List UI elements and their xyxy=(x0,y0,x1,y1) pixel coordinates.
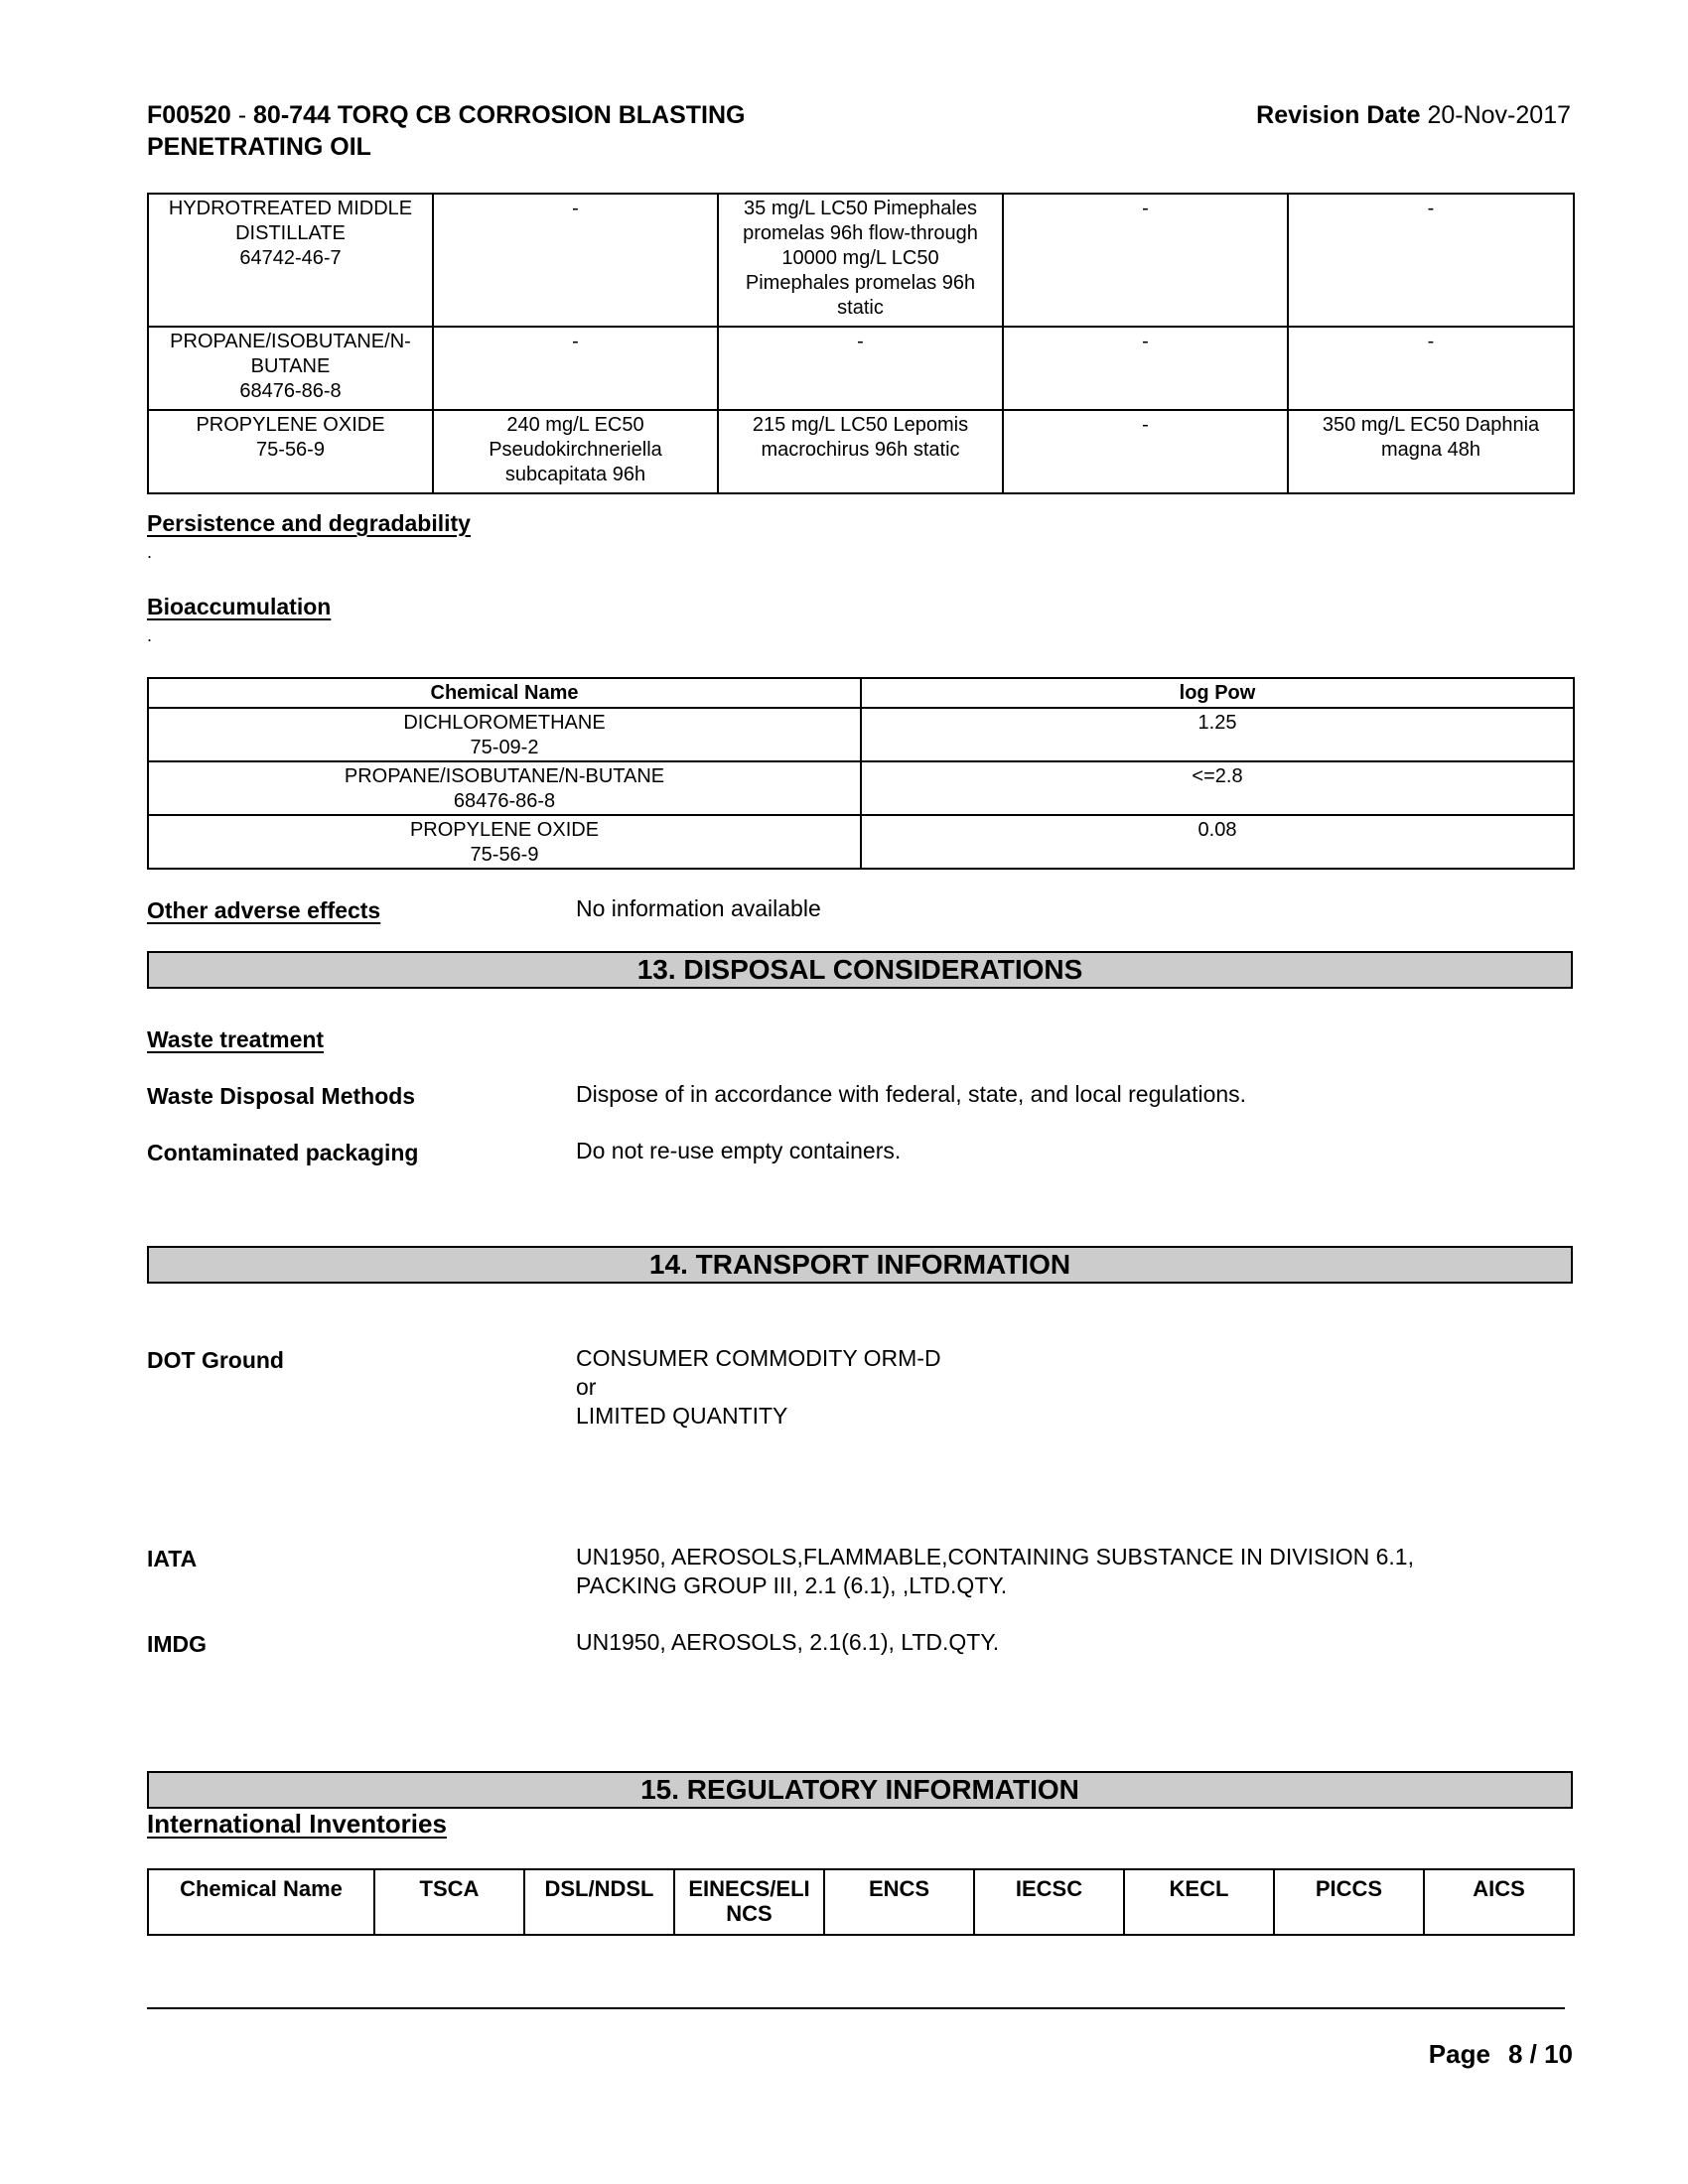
cas-number: 68476-86-8 xyxy=(453,790,556,812)
inventory-header-cell xyxy=(524,1869,674,1935)
inventory-header-line: KECL xyxy=(1169,1876,1229,1901)
cell-line: Pseudokirchneriella xyxy=(489,439,662,461)
ecotox-cell-microorganisms xyxy=(1003,194,1288,327)
ecotox-cell-fish xyxy=(718,194,1003,327)
cell-line: - xyxy=(1427,198,1435,219)
inventories-header-row xyxy=(148,1869,1574,1935)
ecotox-cell-microorganisms xyxy=(1003,410,1288,493)
page-number xyxy=(1429,2039,1573,2070)
section-14-header: 14. TRANSPORT INFORMATION xyxy=(147,1246,1573,1284)
bioaccumulation-value: . xyxy=(147,625,153,645)
ecotox-cell-fish xyxy=(718,410,1003,493)
persistence-heading: Persistence and degradability xyxy=(147,510,471,536)
inventory-header-cell xyxy=(1124,1869,1274,1935)
cell-line: 64742-46-7 xyxy=(239,247,342,269)
page-value: 8 / 10 xyxy=(1507,2039,1573,2069)
imdg-label: IMDG xyxy=(147,1631,208,1657)
waste-treatment-heading: Waste treatment xyxy=(147,1026,325,1052)
cas-number: 75-56-9 xyxy=(470,844,539,866)
revision-date xyxy=(1256,99,1571,131)
cell-line: promelas 96h flow-through xyxy=(743,222,978,244)
contaminated-packaging-label: Contaminated packaging xyxy=(147,1140,419,1165)
header-log-pow: log Pow xyxy=(861,678,1574,708)
cell-line: 240 mg/L EC50 xyxy=(506,414,644,436)
imdg-value: UN1950, AEROSOLS, 2.1(6.1), LTD.QTY. xyxy=(576,1629,1000,1655)
inventory-header-line: EINECS/ELI xyxy=(688,1876,810,1901)
cell-line: 68476-86-8 xyxy=(239,380,342,402)
inventory-header-line: NCS xyxy=(726,1901,773,1926)
log-pow-row xyxy=(148,761,1574,815)
inventory-header-line: TSCA xyxy=(419,1876,480,1901)
ecotox-row xyxy=(148,194,1574,327)
inventories-table xyxy=(147,1868,1575,1936)
ecotox-cell-algae xyxy=(433,194,718,327)
persistence-value: . xyxy=(147,542,153,562)
revision-date-value: 20-Nov-2017 xyxy=(1427,101,1571,129)
ecotox-row xyxy=(148,327,1574,410)
cell-line: HYDROTREATED MIDDLE xyxy=(168,198,413,219)
cell-line: PROPYLENE OXIDE xyxy=(196,414,385,436)
ecotox-row xyxy=(148,410,1574,493)
iata-label: IATA xyxy=(147,1546,198,1571)
ecotox-cell-chemical xyxy=(148,410,433,493)
log-pow-row xyxy=(148,815,1574,869)
log-pow-table-body xyxy=(148,708,1574,869)
ecotox-cell-algae xyxy=(433,327,718,410)
dot-line: CONSUMER COMMODITY ORM-D xyxy=(576,1345,941,1371)
product-name-line2: PENETRATING OIL xyxy=(147,133,371,161)
chemical-name-cell xyxy=(148,815,861,869)
cell-line: - xyxy=(1427,331,1435,352)
ecotox-cell-fish xyxy=(718,327,1003,410)
log-pow-table xyxy=(147,677,1575,870)
dot-line: LIMITED QUANTITY xyxy=(576,1403,788,1429)
iata-line: PACKING GROUP III, 2.1 (6.1), ,LTD.QTY. xyxy=(576,1572,1008,1598)
cell-line: - xyxy=(572,198,579,219)
cell-line: DISTILLATE xyxy=(235,222,346,244)
title-separator: - xyxy=(237,101,247,129)
iata-value xyxy=(576,1543,1414,1600)
contaminated-packaging-value: Do not re-use empty containers. xyxy=(576,1138,902,1163)
waste-disposal-value: Dispose of in accordance with federal, state, and local regulations. xyxy=(576,1081,1247,1107)
bioaccumulation-heading: Bioaccumulation xyxy=(147,594,332,619)
product-code: F00520 xyxy=(147,101,231,129)
inventory-header-cell xyxy=(1274,1869,1424,1935)
cell-line: - xyxy=(1142,414,1149,436)
cell-line: 35 mg/L LC50 Pimephales xyxy=(744,198,977,219)
dot-ground-value xyxy=(576,1344,941,1431)
chemical-name-cell xyxy=(148,761,861,815)
cell-line: - xyxy=(1142,198,1149,219)
inventory-header-line: DSL/NDSL xyxy=(544,1876,654,1901)
cell-line: 10000 mg/L LC50 xyxy=(781,247,939,269)
ecotox-cell-algae xyxy=(433,410,718,493)
international-inventories-heading: International Inventories xyxy=(147,1809,447,1839)
product-name-line1: 80-744 TORQ CB CORROSION BLASTING xyxy=(253,101,746,129)
dot-ground-label: DOT Ground xyxy=(147,1347,284,1373)
cell-line: - xyxy=(572,331,579,352)
log-pow-value: 0.08 xyxy=(861,815,1574,869)
cell-line: macrochirus 96h static xyxy=(761,439,960,461)
inventory-header-cell xyxy=(1424,1869,1574,1935)
ecotox-cell-microorganisms xyxy=(1003,327,1288,410)
iata-line: UN1950, AEROSOLS,FLAMMABLE,CONTAINING SUBSTANCE IN DIVISION 6.1, xyxy=(576,1544,1414,1570)
inventory-header-line: Chemical Name xyxy=(180,1876,343,1901)
cell-line: PROPANE/ISOBUTANE/N- xyxy=(170,331,411,352)
cell-line: - xyxy=(857,331,864,352)
chemical-name: DICHLOROMETHANE xyxy=(403,712,606,734)
ecotoxicity-table-body xyxy=(148,194,1574,493)
inventory-header-cell xyxy=(824,1869,974,1935)
cell-line: BUTANE xyxy=(250,355,331,377)
log-pow-header-row xyxy=(148,678,1574,708)
header-chemical-name: Chemical Name xyxy=(148,678,861,708)
chemical-name-cell xyxy=(148,708,861,761)
inventory-header-cell xyxy=(674,1869,824,1935)
log-pow-value: <=2.8 xyxy=(861,761,1574,815)
cell-line: 215 mg/L LC50 Lepomis xyxy=(752,414,969,436)
log-pow-row xyxy=(148,708,1574,761)
chemical-name: PROPYLENE OXIDE xyxy=(409,819,600,841)
inventory-header-cell xyxy=(148,1869,374,1935)
ecotox-cell-chemical xyxy=(148,327,433,410)
ecotox-cell-crustacea xyxy=(1288,327,1574,410)
inventory-header-cell xyxy=(374,1869,524,1935)
cell-line: Pimephales promelas 96h xyxy=(745,272,976,294)
revision-label: Revision Date xyxy=(1256,101,1421,129)
section-15-header: 15. REGULATORY INFORMATION xyxy=(147,1771,1573,1809)
ecotox-cell-chemical xyxy=(148,194,433,327)
footer-rule xyxy=(147,2007,1565,2009)
cell-line: magna 48h xyxy=(1380,439,1481,461)
other-adverse-label: Other adverse effects xyxy=(147,897,381,923)
cell-line: 75-56-9 xyxy=(256,439,325,461)
page-label: Page xyxy=(1428,2039,1490,2069)
inventory-header-cell xyxy=(974,1869,1124,1935)
ecotox-cell-crustacea xyxy=(1288,194,1574,327)
ecotox-cell-crustacea xyxy=(1288,410,1574,493)
cell-line: 350 mg/L EC50 Daphnia xyxy=(1322,414,1540,436)
cell-line: subcapitata 96h xyxy=(504,464,646,485)
cell-line: static xyxy=(837,297,884,319)
log-pow-value: 1.25 xyxy=(861,708,1574,761)
inventory-header-line: ENCS xyxy=(868,1876,930,1901)
other-adverse-value: No information available xyxy=(576,895,821,921)
waste-disposal-label: Waste Disposal Methods xyxy=(147,1083,416,1109)
cas-number: 75-09-2 xyxy=(470,737,539,758)
section-13-header: 13. DISPOSAL CONSIDERATIONS xyxy=(147,951,1573,989)
inventory-header-line: AICS xyxy=(1473,1876,1525,1901)
dot-line: or xyxy=(576,1374,597,1400)
ecotoxicity-table xyxy=(147,193,1575,494)
cell-line: - xyxy=(1142,331,1149,352)
chemical-name: PROPANE/ISOBUTANE/N-BUTANE xyxy=(344,765,665,787)
document-title xyxy=(147,99,902,163)
inventory-header-line: PICCS xyxy=(1315,1876,1383,1901)
inventory-header-line: IECSC xyxy=(1015,1876,1083,1901)
